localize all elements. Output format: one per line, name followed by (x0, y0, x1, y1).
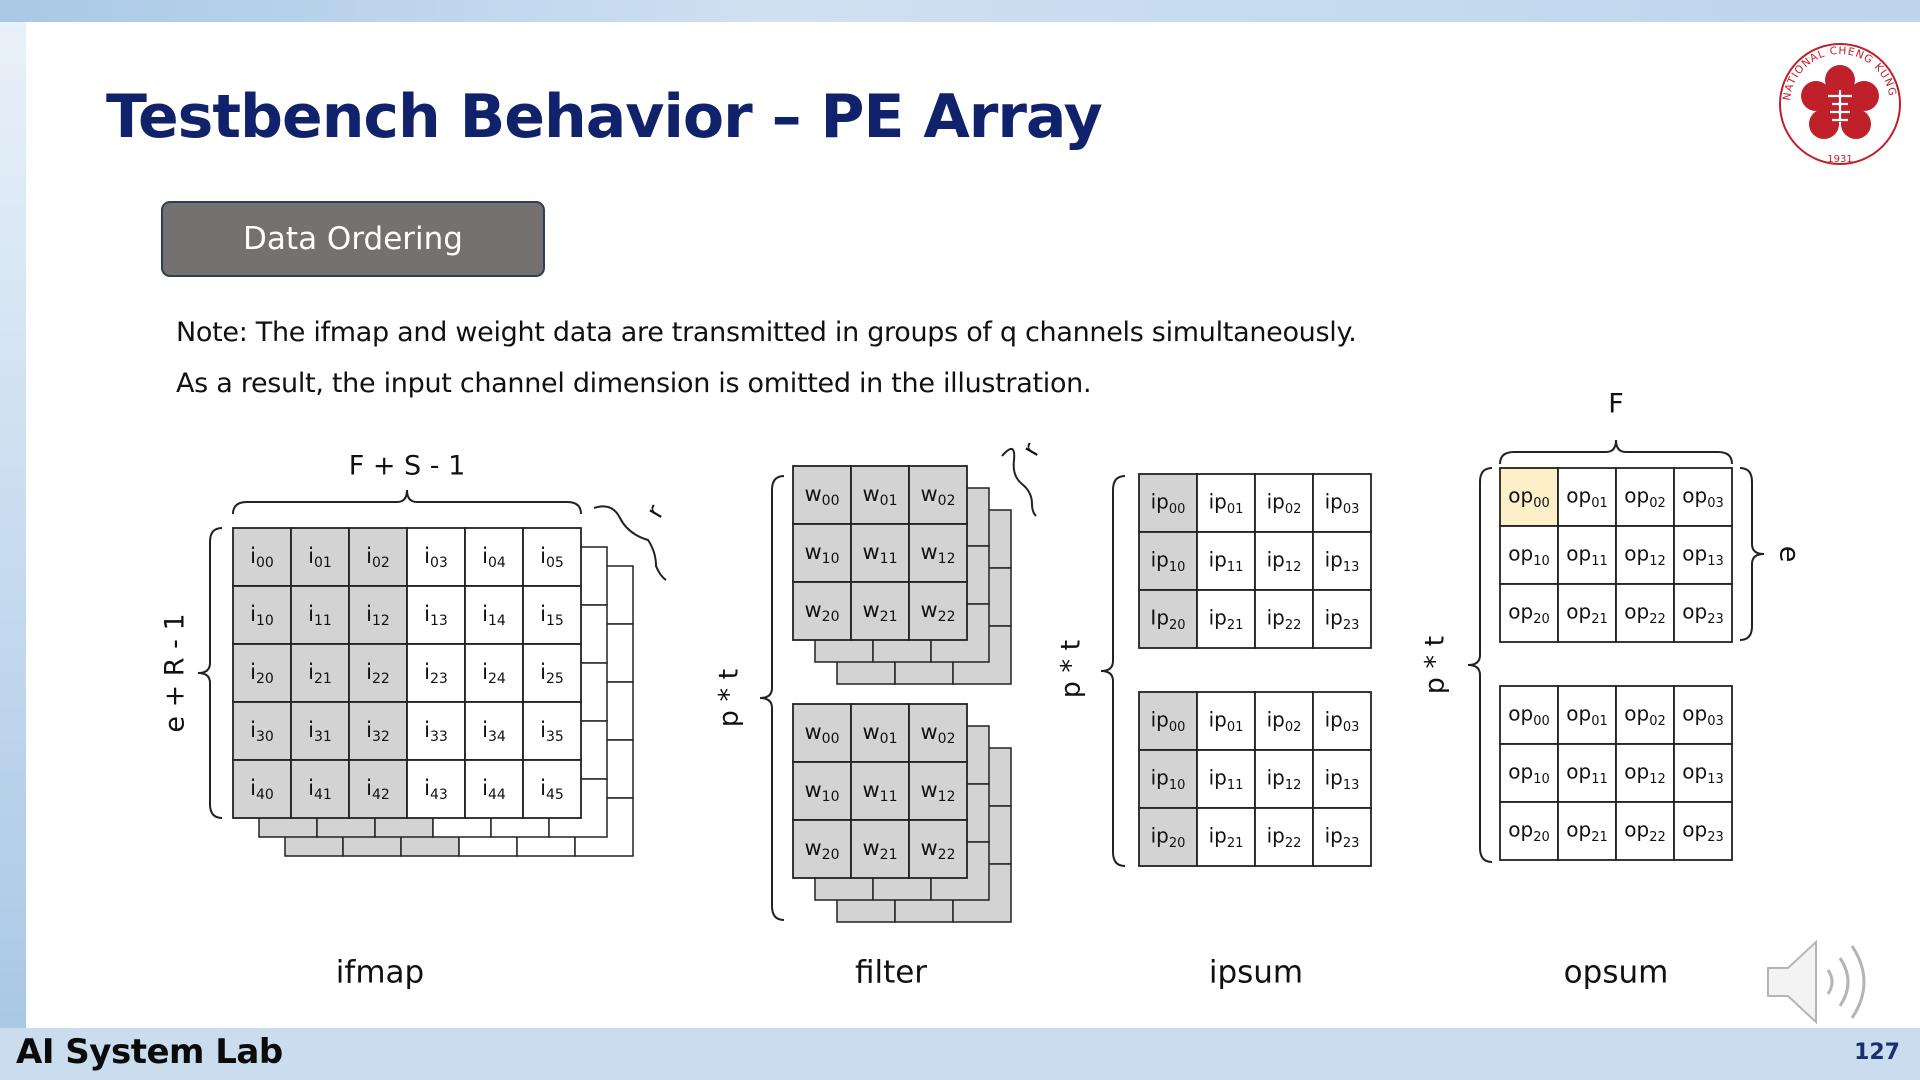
ifmap-height-label: e + R - 1 (159, 613, 191, 733)
ifmap-cell-label: $i_{35}$ (540, 718, 564, 745)
ifmap-cell-label: $i_{30}$ (250, 718, 274, 745)
ipsum-group-2-cell-label: $ip_{12}$ (1266, 765, 1302, 793)
filter-group-1-cell-label: $w_{22}$ (920, 598, 956, 625)
note-line-1: Note: The ifmap and weight data are transmitted in groups of q channels simultaneously. (176, 317, 1357, 348)
filter-group-1-cell-label: $w_{02}$ (920, 482, 956, 509)
ipsum-group-2-cell-label: $ip_{21}$ (1208, 823, 1244, 851)
filter-height-label: p * t (713, 668, 745, 728)
opsum-caption: opsum (1563, 954, 1669, 991)
ipsum-group-2-cell-label: $ip_{11}$ (1208, 765, 1244, 793)
ipsum-group-1-cell-label: $ip_{13}$ (1324, 547, 1360, 575)
filter-group-2-cell-label: $w_{12}$ (920, 778, 956, 805)
ifmap-cell-label: $i_{43}$ (424, 776, 448, 803)
ifmap-cell-label: $i_{23}$ (424, 660, 448, 687)
ifmap-cell-label: $i_{45}$ (540, 776, 564, 803)
opsum-group-2-cell-label: $op_{11}$ (1566, 759, 1608, 787)
filter-group-2-cell-label: $w_{22}$ (920, 836, 956, 863)
footer-bar (0, 1028, 1920, 1080)
ifmap-width-brace (233, 490, 581, 514)
opsum-width-label: F (1608, 388, 1624, 420)
ifmap-cell-label: $i_{15}$ (540, 602, 564, 629)
ifmap-cell-label: $i_{33}$ (424, 718, 448, 745)
ifmap-cell-label: $i_{10}$ (250, 602, 274, 629)
ipsum-caption: ipsum (1208, 954, 1304, 991)
ipsum-group-1-cell-label: $Ip_{20}$ (1150, 605, 1186, 633)
ipsum-group-1-cell-label: $ip_{00}$ (1150, 489, 1186, 517)
ipsum-group-2-cell-label: $ip_{22}$ (1266, 823, 1302, 851)
ifmap-cell-label: $i_{01}$ (308, 544, 332, 571)
footer-lab-name: AI System Lab (16, 1032, 283, 1072)
opsum-group-2-cell-label: $op_{20}$ (1508, 817, 1550, 845)
opsum-group-2-cell-label: $op_{03}$ (1682, 701, 1724, 729)
opsum-width-brace (1500, 440, 1732, 464)
ifmap-cell-label: $i_{40}$ (250, 776, 274, 803)
filter-group-2-cell-label: $w_{10}$ (804, 778, 840, 805)
ifmap-cell-label: $i_{11}$ (308, 602, 332, 629)
ifmap-cell-label: $i_{12}$ (366, 602, 390, 629)
ipsum-group-2-cell-label: $ip_{20}$ (1150, 823, 1186, 851)
opsum-group-1-cell-label: $op_{10}$ (1508, 541, 1550, 569)
opsum-group-2-cell-label: $op_{22}$ (1624, 817, 1666, 845)
opsum-group-2-cell-label: $op_{02}$ (1624, 701, 1666, 729)
opsum-group-2-cell-label: $op_{12}$ (1624, 759, 1666, 787)
filter-depth-label: r (1016, 438, 1046, 461)
filter-group-1-cell-label: $w_{11}$ (862, 540, 898, 567)
filter-group-2-cell-label: $w_{11}$ (862, 778, 898, 805)
ifmap-cell-label: $i_{02}$ (366, 544, 390, 571)
filter-group-2-cell-label: $w_{00}$ (804, 720, 840, 747)
ifmap-cell-label: $i_{13}$ (424, 602, 448, 629)
opsum-group-1-cell-label: $op_{21}$ (1566, 599, 1608, 627)
opsum-group-2-cell-label: $op_{13}$ (1682, 759, 1724, 787)
filter-height-brace (760, 476, 784, 920)
ifmap-caption: ifmap (335, 954, 425, 991)
opsum-group-2-cell-label: $op_{23}$ (1682, 817, 1724, 845)
ipsum-group-1-cell-label: $ip_{23}$ (1324, 605, 1360, 633)
ifmap-cell-label: $i_{24}$ (482, 660, 506, 687)
note-line-2: As a result, the input channel dimension is omitted in the illustration. (176, 368, 1092, 399)
filter-group-2-cell-label: $w_{21}$ (862, 836, 898, 863)
ifmap-depth-label: r (640, 500, 670, 523)
opsum-group-1-cell-label: $op_{23}$ (1682, 599, 1724, 627)
ifmap-cell-label: $i_{05}$ (540, 544, 564, 571)
ipsum-group-2-cell-label: $ip_{02}$ (1266, 707, 1302, 735)
ifmap-cell-label: $i_{25}$ (540, 660, 564, 687)
filter-group-1-cell-label: $w_{20}$ (804, 598, 840, 625)
ifmap-cell-label: $i_{31}$ (308, 718, 332, 745)
filter-group-1-cell-label: $w_{10}$ (804, 540, 840, 567)
ipsum-group-2-cell-label: $ip_{03}$ (1324, 707, 1360, 735)
ifmap-cell-label: $i_{44}$ (482, 776, 506, 803)
ipsum-group-2-cell-label: $ip_{13}$ (1324, 765, 1360, 793)
data-ordering-button[interactable]: Data Ordering (161, 201, 545, 277)
ifmap-cell-label: $i_{20}$ (250, 660, 274, 687)
ipsum-group-1-cell-label: $ip_{22}$ (1266, 605, 1302, 633)
filter-group-1-cell-label: $w_{00}$ (804, 482, 840, 509)
ipsum-group-2-cell-label: $ip_{10}$ (1150, 765, 1186, 793)
ipsum-group-2-cell-label: $ip_{01}$ (1208, 707, 1244, 735)
opsum-group-1-cell-label: $op_{03}$ (1682, 483, 1724, 511)
opsum-group-1-cell-label: $op_{13}$ (1682, 541, 1724, 569)
opsum-group-1-cell-label: $op_{12}$ (1624, 541, 1666, 569)
filter-group-1-cell-label: $w_{01}$ (862, 482, 898, 509)
filter-group-2-cell-label: $w_{20}$ (804, 836, 840, 863)
opsum-height-brace (1468, 468, 1492, 862)
filter-group-2-cell-label: $w_{01}$ (862, 720, 898, 747)
ifmap-cell-label: $i_{32}$ (366, 718, 390, 745)
opsum-group-2-cell-label: $op_{10}$ (1508, 759, 1550, 787)
ifmap-cell-label: $i_{14}$ (482, 602, 506, 629)
ipsum-group-2-cell-label: $ip_{23}$ (1324, 823, 1360, 851)
ipsum-group-2-cell-label: $ip_{00}$ (1150, 707, 1186, 735)
opsum-group-1-cell-label: $op_{01}$ (1566, 483, 1608, 511)
ipsum-group-1-cell-label: $ip_{10}$ (1150, 547, 1186, 575)
ipsum-group-1-cell-label: $ip_{11}$ (1208, 547, 1244, 575)
opsum-group-1-cell-label: $op_{02}$ (1624, 483, 1666, 511)
ifmap-height-brace (198, 528, 222, 818)
ipsum-height-brace (1101, 476, 1125, 866)
svg-text:1931: 1931 (1827, 154, 1853, 165)
ifmap-cell-label: $i_{34}$ (482, 718, 506, 745)
filter-group-1-cell-label: $w_{12}$ (920, 540, 956, 567)
filter-group-2-cell-label: $w_{02}$ (920, 720, 956, 747)
ifmap-cell-label: $i_{22}$ (366, 660, 390, 687)
slide-title: Testbench Behavior – PE Array (106, 82, 1102, 152)
ifmap-cell-label: $i_{04}$ (482, 544, 506, 571)
ipsum-group-1-cell-label: $ip_{03}$ (1324, 489, 1360, 517)
ifmap-cell-label: $i_{03}$ (424, 544, 448, 571)
opsum-group-brace (1740, 468, 1764, 640)
ipsum-group-1-cell-label: $ip_{02}$ (1266, 489, 1302, 517)
filter-depth-brace (1002, 449, 1036, 516)
ifmap-cell-label: $i_{41}$ (308, 776, 332, 803)
opsum-height-label: p * t (1419, 635, 1451, 695)
opsum-group-1-cell-label: $op_{11}$ (1566, 541, 1608, 569)
opsum-group-2-cell-label: $op_{21}$ (1566, 817, 1608, 845)
filter-caption: filter (854, 954, 928, 991)
opsum-group-label: e (1773, 545, 1805, 563)
ifmap-cell-label: $i_{21}$ (308, 660, 332, 687)
ipsum-group-1-cell-label: $ip_{21}$ (1208, 605, 1244, 633)
opsum-group-1-cell-label: $op_{20}$ (1508, 599, 1550, 627)
ipsum-group-1-cell-label: $ip_{12}$ (1266, 547, 1302, 575)
page-number: 127 (1854, 1040, 1900, 1065)
ifmap-cell-label: $i_{42}$ (366, 776, 390, 803)
opsum-group-2-cell-label: $op_{01}$ (1566, 701, 1608, 729)
speaker-icon[interactable] (1762, 936, 1880, 1028)
filter-group-1-cell-label: $w_{21}$ (862, 598, 898, 625)
ipsum-group-1-cell-label: $ip_{01}$ (1208, 489, 1244, 517)
ifmap-width-label: F + S - 1 (348, 450, 466, 482)
ifmap-cell-label: $i_{00}$ (250, 544, 274, 571)
opsum-group-1-cell-label: $op_{22}$ (1624, 599, 1666, 627)
opsum-group-2-cell-label: $op_{00}$ (1508, 701, 1550, 729)
svg-text:NATIONAL CHENG KUNG UNIVERSITY: NATIONAL CHENG KUNG (1781, 44, 1899, 102)
opsum-group-1-cell-label: $op_{00}$ (1508, 483, 1550, 511)
ipsum-height-label: p * t (1055, 639, 1087, 699)
